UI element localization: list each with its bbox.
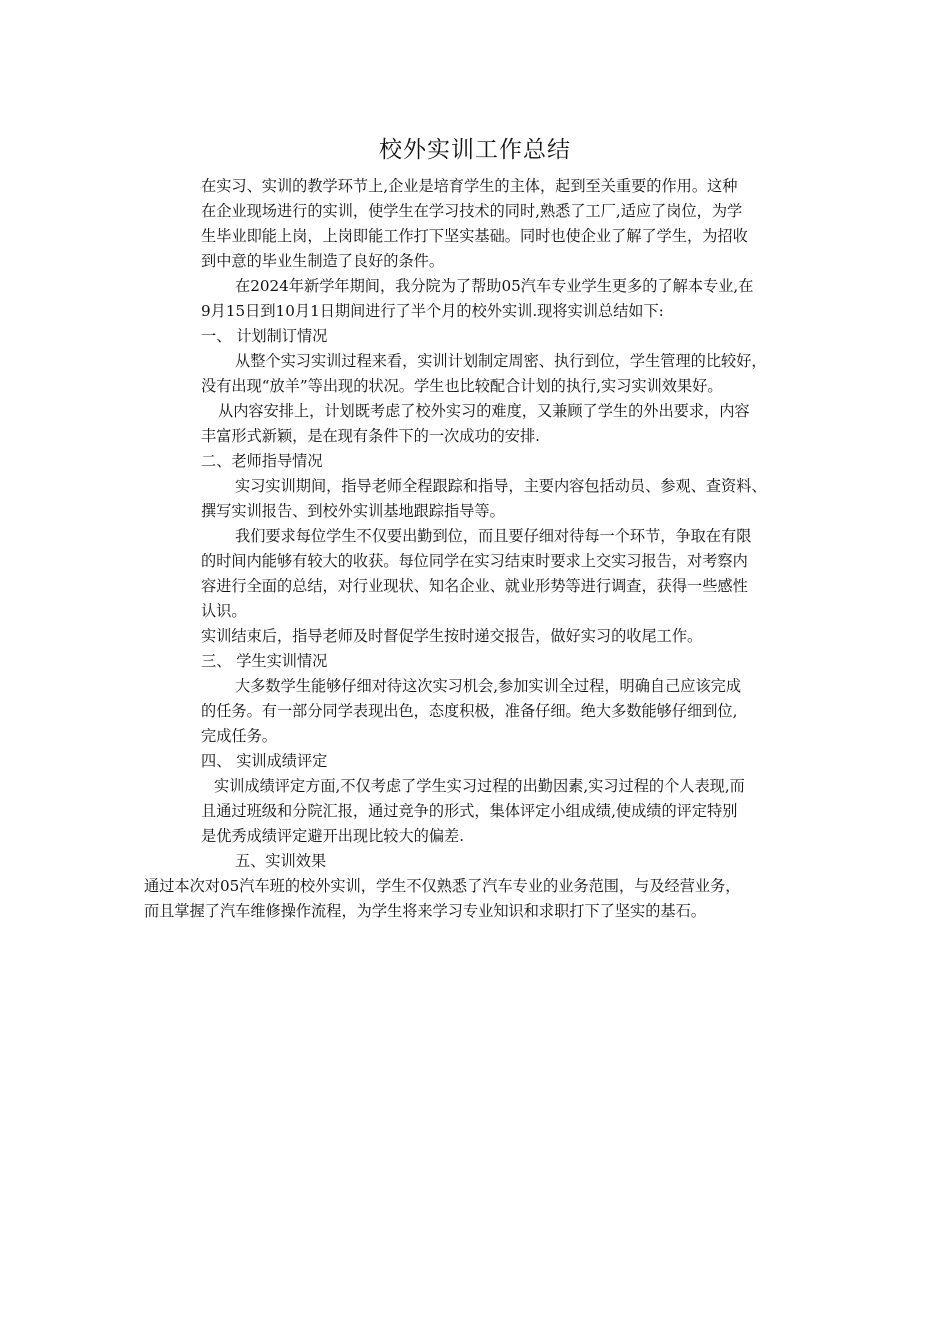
document-title: 校外实训工作总结 — [379, 137, 571, 163]
paragraph-line: 丰富形式新颖，是在现有条件下的一次成功的安排. — [201, 427, 540, 445]
paragraph-line: 而且掌握了汽车维修操作流程，为学生将来学习专业知识和求职打下了坚实的基石。 — [144, 902, 706, 920]
section-heading: 五、实训效果 — [235, 852, 327, 870]
paragraph-line: 生毕业即能上岗，上岗即能工作打下坚实基础。同时也使企业了解了学生，为招收 — [201, 227, 748, 245]
paragraph-line: 撰写实训报告、到校外实训基地跟踪指导等。 — [201, 502, 505, 520]
paragraph-line: 在实习、实训的教学环节上,企业是培育学生的主体，起到至关重要的作用。这种 — [201, 177, 738, 195]
paragraph-line: 大多数学生能够仔细对待这次实习机会,参加实训全过程，明确自己应该完成 — [235, 677, 742, 695]
paragraph-line: 通过本次对05汽车班的校外实训，学生不仅熟悉了汽车专业的业务范围，与及经营业务， — [144, 877, 741, 895]
paragraph-line: 在2024年新学年期间，我分院为了帮助05汽车专业学生更多的了解本专业,在 — [235, 277, 754, 295]
paragraph-line: 实训成绩评定方面,不仅考虑了学生实习过程的出勤因素,实习过程的个人表现,而 — [214, 777, 745, 795]
section-heading: 二、老师指导情况 — [201, 452, 323, 470]
section-heading: 一、 计划制订情况 — [201, 327, 328, 345]
paragraph-line: 9月15日到10月1日期间进行了半个月的校外实训.现将实训总结如下: — [201, 302, 664, 320]
paragraph-line: 实训结束后，指导老师及时督促学生按时递交报告，做好实习的收尾工作。 — [201, 627, 703, 645]
paragraph-line: 实习实训期间，指导老师全程跟踪和指导，主要内容包括动员、参观、查资料、 — [235, 477, 767, 495]
paragraph-line: 且通过班级和分院汇报，通过竞争的形式，集体评定小组成绩,使成绩的评定特别 — [201, 802, 738, 820]
section-heading: 三、 学生实训情况 — [201, 652, 328, 670]
paragraph-line: 的时间内能够有较大的收获。每位同学在实习结束时要求上交实习报告，对考察内 — [201, 552, 748, 570]
paragraph-line: 没有出现“放羊”等出现的状况。学生也比较配合计划的执行,实习实训效果好。 — [201, 377, 723, 395]
paragraph-line: 是优秀成绩评定避开出现比较大的偏差. — [201, 827, 465, 845]
paragraph-line: 从整个实习实训过程来看，实训计划制定周密、执行到位，学生管理的比较好， — [235, 352, 767, 370]
paragraph-line: 到中意的毕业生制造了良好的条件。 — [201, 252, 444, 270]
section-heading: 四、 实训成绩评定 — [201, 752, 328, 770]
paragraph-line: 在企业现场进行的实训，使学生在学习技术的同时,熟悉了工厂,适应了岗位，为学 — [201, 202, 743, 220]
paragraph-line: 从内容安排上，计划既考虑了校外实习的难度，又兼顾了学生的外出要求，内容 — [218, 402, 750, 420]
paragraph-line: 完成任务。 — [201, 727, 277, 745]
paragraph-line: 的任务。有一部分同学表现出色，态度积极，准备仔细。绝大多数能够仔细到位, — [201, 702, 738, 720]
paragraph-line: 我们要求每位学生不仅要出勤到位，而且要仔细对待每一个环节，争取在有限 — [235, 527, 752, 545]
paragraph-line: 容进行全面的总结，对行业现状、知名企业、就业形势等进行调查，获得一些感性 — [201, 577, 748, 595]
paragraph-line: 认识。 — [201, 602, 247, 620]
